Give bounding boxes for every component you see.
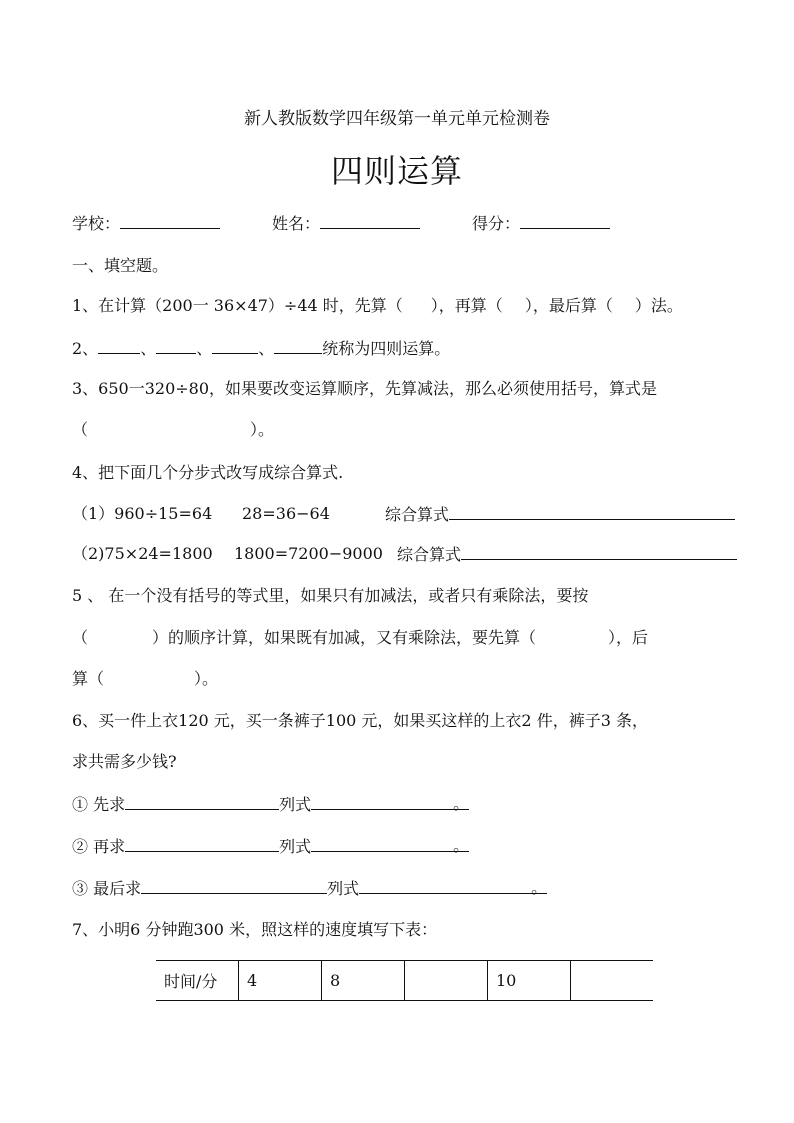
table-header-cell: 时间/分 xyxy=(156,961,239,1001)
question-4-stem: 4、把下面几个分步式改写成综合算式. xyxy=(72,463,344,482)
school-field-row xyxy=(72,212,220,235)
question-5-line-1: 5 、 在一个没有括号的等式里，如果只有加减法，或者只有乘除法，要按 xyxy=(72,586,589,605)
q6-step-2 xyxy=(72,835,469,858)
q2-prefix: 2、 xyxy=(72,339,99,358)
q6-step-3-blank[interactable] xyxy=(141,877,327,894)
question-2 xyxy=(72,337,450,360)
q1-text-a: 1、在计算（200一 36×47）÷44 时，先算（ xyxy=(72,296,403,315)
q5-text-a: ）的顺序计算，如果既有加减，又有乘除法，要先算（ xyxy=(152,628,537,647)
speed-table xyxy=(156,960,653,1001)
q5-text-b: ），后 xyxy=(608,628,649,647)
q6-step-2-formula-blank[interactable] xyxy=(311,835,470,855)
q4-item-2-label: 综合算式 xyxy=(397,545,462,564)
page-title: 四则运算 xyxy=(330,152,463,190)
q3-open-paren: （ xyxy=(72,420,89,439)
q4-item-1-a: （1）960÷15=64 xyxy=(72,504,213,523)
q6-step-3-label: ③ 最后求 xyxy=(72,879,142,898)
score-field-row xyxy=(472,212,610,235)
name-field-row xyxy=(272,212,420,235)
question-5-line-2 xyxy=(72,627,648,649)
q5-text-d: ）。 xyxy=(194,669,219,688)
q6-step-2-formula-label: 列式 xyxy=(279,837,312,856)
table-cell: 10 xyxy=(488,961,571,1001)
school-label: 学校： xyxy=(72,214,121,233)
q2-blank-1[interactable] xyxy=(98,337,140,354)
q6-step-3-formula-label: 列式 xyxy=(327,879,360,898)
q6-step-1-label: ① 先求 xyxy=(72,795,126,814)
q5-open-paren: （ xyxy=(72,628,89,647)
q4-item-1-b: 28=36−64 xyxy=(242,504,330,523)
school-blank[interactable] xyxy=(120,212,220,229)
question-7-stem: 7、小明6 分钟跑300 米，照这样的速度填写下表： xyxy=(72,920,438,939)
q2-suffix: 统称为四则运算。 xyxy=(322,339,451,358)
q6-step-1-formula-label: 列式 xyxy=(279,795,312,814)
q2-sep-3: 、 xyxy=(258,339,275,358)
q1-text-c: ），最后算（ xyxy=(524,296,613,315)
q4-item-2-a: （2)75×24=1800 xyxy=(72,544,213,563)
q6-step-1-end: 。 xyxy=(453,794,470,813)
q2-blank-4[interactable] xyxy=(274,337,322,354)
q1-text-b: ），再算（ xyxy=(430,296,503,315)
question-1 xyxy=(72,295,683,317)
q2-blank-2[interactable] xyxy=(156,337,196,354)
q3-close-paren: ）。 xyxy=(250,420,275,439)
question-5-line-3 xyxy=(72,668,218,690)
table-cell-blank[interactable] xyxy=(405,961,488,1001)
q2-sep-1: 、 xyxy=(140,339,157,358)
q2-sep-2: 、 xyxy=(196,339,213,358)
question-3-line-2 xyxy=(72,419,274,441)
score-label: 得分： xyxy=(472,214,521,233)
q4-item-2-b: 1800=7200−9000 xyxy=(234,544,383,563)
q6-step-3 xyxy=(72,877,547,900)
q4-item-2-answer xyxy=(397,543,737,566)
q4-item-1-label: 综合算式 xyxy=(385,505,450,524)
q6-step-1 xyxy=(72,793,469,816)
q6-step-1-formula-blank[interactable] xyxy=(311,793,470,813)
q4-item-2-blank[interactable] xyxy=(461,543,737,560)
section-heading: 一、填空题。 xyxy=(72,256,169,275)
name-blank[interactable] xyxy=(320,212,420,229)
q6-step-3-end: 。 xyxy=(531,878,548,897)
table-row xyxy=(156,961,653,1001)
table-cell-blank[interactable] xyxy=(571,961,654,1001)
q5-text-c: 算（ xyxy=(72,669,105,688)
score-blank[interactable] xyxy=(520,212,610,229)
q6-step-2-blank[interactable] xyxy=(125,835,279,852)
q4-item-1-blank[interactable] xyxy=(449,503,735,520)
q2-blank-3[interactable] xyxy=(212,337,258,354)
table-cell: 8 xyxy=(322,961,405,1001)
q6-step-2-label: ② 再求 xyxy=(72,837,126,856)
q6-step-1-blank[interactable] xyxy=(125,793,279,810)
question-6-line-1: 6、买一件上衣120 元，买一条裤子100 元，如果买这样的上衣2 件，裤子3 条， xyxy=(72,711,648,730)
q1-text-d: ）法。 xyxy=(634,296,683,315)
q4-item-1-answer xyxy=(385,503,735,526)
q6-step-2-end: 。 xyxy=(453,836,470,855)
question-3-line-1: 3、650一320÷80，如果要改变运算顺序，先算减法，那么必须使用括号，算式是 xyxy=(72,379,658,398)
question-6-line-2: 求共需多少钱? xyxy=(72,752,177,771)
table-cell: 4 xyxy=(239,961,322,1001)
q6-step-3-formula-blank[interactable] xyxy=(359,877,548,897)
document-subtitle: 新人教版数学四年级第一单元单元检测卷 xyxy=(244,109,550,129)
name-label: 姓名： xyxy=(272,214,321,233)
